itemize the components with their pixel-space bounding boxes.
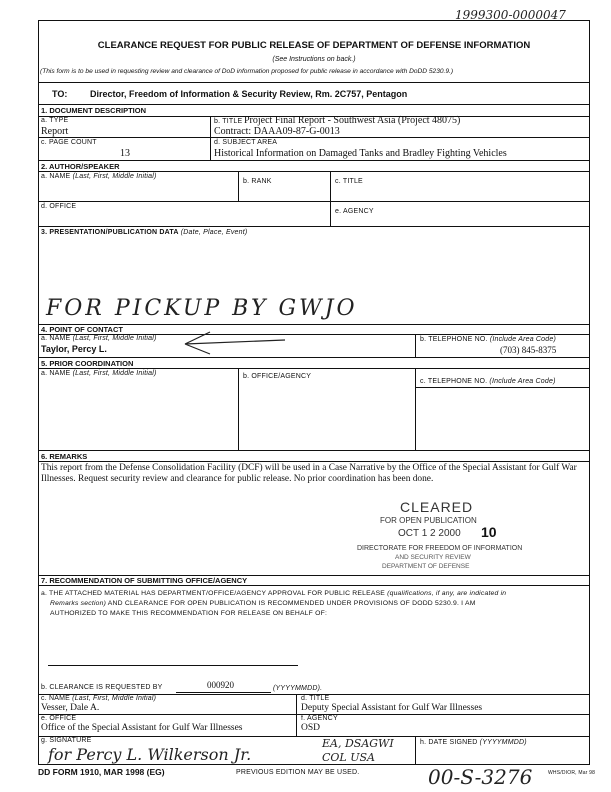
form-number: DD FORM 1910, MAR 1998 (EG) — [38, 767, 165, 777]
author-name-label: a. NAME — [41, 173, 71, 180]
submitter-office-label: e. OFFICE — [41, 715, 77, 722]
submitter-name-value: Vesser, Dale A. — [41, 703, 100, 713]
coord-office-label: b. OFFICE/AGENCY — [243, 373, 312, 380]
coord-phone-label: c. TELEPHONE NO. — [420, 378, 488, 385]
clearance-by-value: 000920 — [207, 680, 234, 690]
clearance-by-label: b. CLEARANCE IS REQUESTED BY — [41, 684, 163, 691]
subject-label: d. SUBJECT AREA — [214, 139, 278, 146]
rank-label: b. RANK — [243, 178, 272, 185]
coord-phone-hint: (Include Area Code) — [489, 378, 556, 385]
to-label: TO: — [52, 89, 68, 99]
clearance-by-format: (YYYYMMDD). — [273, 685, 323, 692]
contract-value: Contract: DAAA09-87-G-0013 — [214, 126, 340, 137]
section-3-hint: (Date, Place, Event) — [180, 229, 248, 236]
type-label: a. TYPE — [41, 117, 69, 124]
section-6-heading: 6. REMARKS — [41, 452, 88, 461]
submitter-agency-value: OSD — [301, 723, 321, 733]
author-name-hint: (Last, First, Middle Initial) — [72, 173, 157, 180]
whs-note: WHS/DIOR, Mar 98 — [548, 770, 596, 776]
form-purpose: (This form is to be used in requesting review and clearance of DoD information proposed for public release in accordance with DoDD 5230.9.) — [40, 68, 454, 75]
handwritten-case-number: 00-S-3276 — [428, 765, 533, 789]
subject-value: Historical Information on Damaged Tanks and Bradley Fighting Vehicles — [214, 148, 507, 159]
handwritten-doc-number: 1999300-0000047 — [455, 8, 566, 22]
poc-name-value: Taylor, Percy L. — [41, 344, 107, 354]
submitter-agency-label: f. AGENCY — [301, 715, 338, 722]
section-5-heading: 5. PRIOR COORDINATION — [41, 359, 134, 368]
poc-phone-hint: (Include Area Code) — [489, 336, 556, 343]
directorate-stamp: DIRECTORATE FOR FREEDOM OF INFORMATION — [357, 545, 523, 552]
handwritten-arrow-icon — [180, 330, 290, 356]
page-count-label: c. PAGE COUNT — [41, 139, 97, 146]
office-label: d. OFFICE — [41, 203, 77, 210]
form-title: CLEARANCE REQUEST FOR PUBLIC RELEASE OF DEPARTMENT OF DEFENSE INFORMATION — [97, 40, 531, 51]
poc-name-label: a. NAME — [41, 335, 71, 342]
to-value: Director, Freedom of Information & Security Review, Rm. 2C757, Pentagon — [90, 89, 408, 99]
poc-phone-value: (703) 845-8375 — [500, 345, 557, 355]
rec-text-1: a. THE ATTACHED MATERIAL HAS DEPARTMENT/OFFICE/AGENCY APPROVAL FOR PUBLIC RELEASE — [41, 590, 386, 597]
security-review-stamp: AND SECURITY REVIEW — [395, 554, 471, 561]
open-publication-stamp: FOR OPEN PUBLICATION — [380, 516, 477, 525]
submitter-name-label: c. NAME — [41, 695, 71, 702]
coord-name-hint: (Last, First, Middle Initial) — [72, 370, 157, 377]
submitter-title-label: d. TITLE — [301, 695, 330, 702]
rec-text-1-italic: (qualifications, if any, are indicated in — [385, 590, 507, 597]
section-1-heading: 1. DOCUMENT DESCRIPTION — [41, 106, 147, 115]
see-instructions: (See Instructions on back.) — [272, 56, 356, 63]
signature-note-rank: COL USA — [322, 751, 375, 764]
signature-label: g. SIGNATURE — [41, 737, 92, 744]
section-4-heading: 4. POINT OF CONTACT — [41, 325, 123, 334]
section-7-heading: 7. RECOMMENDATION OF SUBMITTING OFFICE/AGENCY — [41, 576, 248, 585]
signature-note-title: EA, DSAGWI — [322, 737, 394, 750]
section-3-heading: 3. PRESENTATION/PUBLICATION DATA — [41, 229, 179, 236]
poc-phone-label: b. TELEPHONE NO. — [420, 336, 488, 343]
cleared-stamp: CLEARED — [400, 499, 474, 515]
department-stamp: DEPARTMENT OF DEFENSE — [382, 563, 470, 570]
rec-text-2: AND CLEARANCE FOR OPEN PUBLICATION IS RECOMMENDED UNDER PROVISIONS OF DODD 5230.9. I AM — [106, 600, 476, 607]
rec-text-2-italic: Remarks section) — [50, 600, 107, 607]
title-label: b. TITLE — [214, 118, 243, 125]
submitter-name-hint: (Last, First, Middle Initial) — [72, 695, 157, 702]
date-signed-label: h. DATE SIGNED — [420, 739, 478, 746]
rec-text-3: AUTHORIZED TO MAKE THIS RECOMMENDATION FOR RELEASE ON BEHALF OF: — [50, 610, 328, 617]
section-2-heading: 2. AUTHOR/SPEAKER — [41, 162, 120, 171]
remarks-text: This report from the Defense Consolidation Facility (DCF) will be used in a Case Narrative by the Office of the Special Assistant for Gulf War Illnesses. Request security review and clearance for public release. No prior coordination has been done. — [41, 463, 577, 484]
handwritten-pickup-note: FOR PICKUP BY GWJO — [46, 296, 358, 321]
page-count-value: 13 — [120, 148, 130, 159]
title-value: Project Final Report - Southwest Asia (Project 48075) — [244, 115, 461, 126]
submitter-office-value: Office of the Special Assistant for Gulf War Illnesses — [41, 723, 243, 733]
submitter-title-value: Deputy Special Assistant for Gulf War Illnesses — [301, 703, 483, 713]
coord-name-label: a. NAME — [41, 370, 71, 377]
type-value: Report — [41, 126, 69, 137]
stamp-number: 10 — [481, 524, 497, 540]
agency-label: e. AGENCY — [335, 208, 374, 215]
poc-name-hint: (Last, First, Middle Initial) — [72, 335, 157, 342]
previous-edition-note: PREVIOUS EDITION MAY BE USED. — [236, 769, 360, 776]
author-title-label: c. TITLE — [335, 178, 363, 185]
date-signed-hint: (YYYYMMDD) — [479, 739, 527, 746]
signature: for Percy L. Wilkerson Jr. — [48, 745, 252, 764]
clearance-date-stamp: OCT 1 2 2000 — [398, 528, 461, 539]
